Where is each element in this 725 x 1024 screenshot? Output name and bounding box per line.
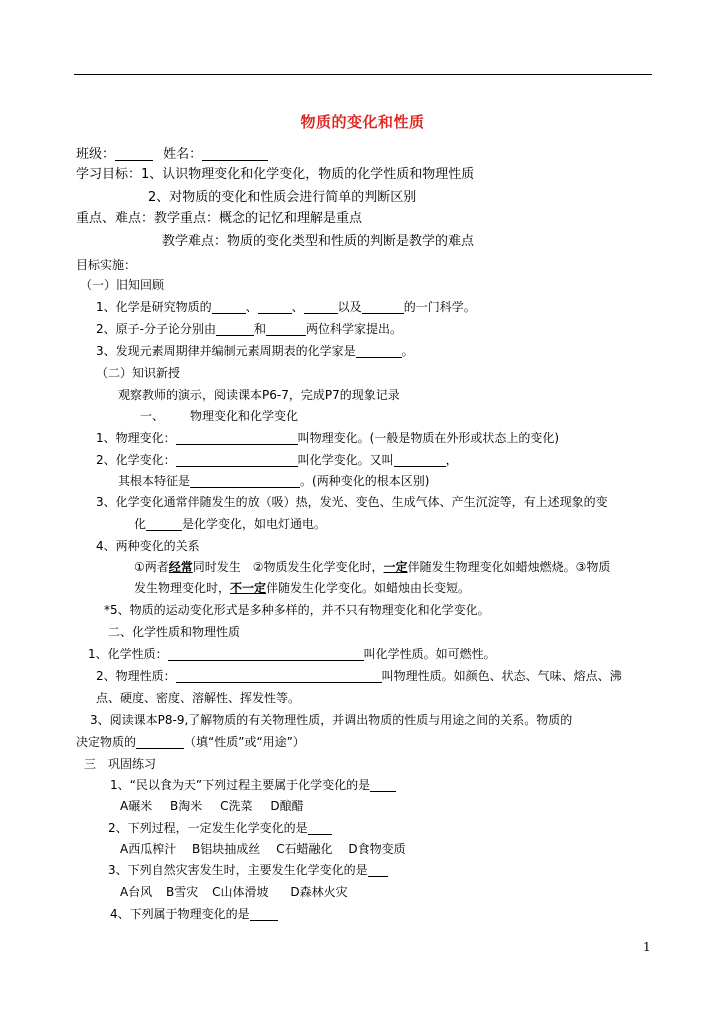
relation-1-text-a: ①两者 [134, 560, 169, 574]
option-d[interactable]: D森林火灾 [290, 885, 348, 899]
relation-2-text-a: 发生物理变化时， [134, 581, 231, 595]
chemical-property-text: 叫化学性质。如可燃性。 [363, 647, 496, 661]
chemical-change-comma: ， [445, 453, 458, 467]
chemical-property-blank[interactable] [168, 647, 364, 661]
phenomena-text-b: 是化学变化，如电灯通电。 [182, 517, 327, 531]
option-a[interactable]: A碾米 [120, 799, 153, 813]
physical-property-blank[interactable] [176, 669, 382, 683]
practice-q2-options [120, 841, 406, 857]
practice-heading: 三 巩固练习 [84, 757, 157, 771]
option-b[interactable]: B雪灾 [166, 885, 199, 899]
key-point: 教学重点：概念的记忆和理解是重点 [154, 211, 363, 226]
motion-forms-note: *5、物质的运动变化形式是多种多样的，并不只有物理变化和化学变化。 [104, 603, 490, 617]
option-a[interactable]: A西瓜榨汁 [120, 842, 177, 856]
physical-change-blank[interactable] [176, 431, 298, 445]
practice-q4-stem: 4、下列属于物理变化的是 [110, 907, 250, 921]
practice-q4-blank[interactable] [250, 907, 278, 921]
chemical-change-blank[interactable] [176, 453, 298, 467]
property-use-text-a: 决定物质的 [76, 735, 137, 749]
review-q1-blank-3[interactable] [304, 300, 338, 314]
option-a[interactable]: A台风 [120, 885, 153, 899]
option-d[interactable]: D食物变质 [348, 842, 406, 856]
option-c[interactable]: C山体滑坡 [212, 885, 269, 899]
chemical-property-label: 1、化学性质： [88, 647, 168, 661]
header-rule [74, 74, 652, 75]
practice-q2-stem: 2、下列过程，一定发生化学变化的是 [108, 821, 308, 835]
phenomena-line-1: 3、化学变化通常伴随发生的放（吸）热，发光、变色、生成气体、产生沉淀等，有上述现象的变 [96, 495, 608, 509]
physical-property-text: 叫物理性质。如颜色、状态、气味、熔点、沸 [381, 669, 622, 683]
review-q1-blank-1[interactable] [212, 300, 246, 314]
section-1-title: 物理变化和化学变化 [190, 409, 299, 423]
observe-instruction: 观察教师的演示，阅读课本P6-7，完成P7的现象记录 [118, 388, 400, 402]
phenomena-blank[interactable] [146, 517, 182, 531]
practice-q3-blank[interactable] [368, 863, 388, 877]
new-knowledge-heading: （二）知识新授 [96, 366, 181, 380]
property-use-line-1: 3、阅读课本P8-9,了解物质的有关物理性质，并调出物质的性质与用途之间的关系。物质的 [90, 713, 573, 727]
name-blank[interactable] [202, 147, 268, 161]
phenomena-text-a: 化 [134, 517, 147, 531]
class-label: 班级： [76, 147, 116, 162]
implement-label: 目标实施： [76, 258, 137, 272]
review-q1-blank-4[interactable] [362, 300, 404, 314]
name-label: 姓名： [163, 147, 203, 162]
practice-q1-stem: 1、“民以食为天”下列过程主要属于化学变化的是 [110, 778, 371, 792]
relation-1-text-c: 同时发生 ②物质发生化学变化时， [192, 560, 384, 574]
feature-label: 其根本特征是 [118, 474, 191, 488]
relation-2-text-c: 伴随发生化学变化。如蜡烛由长变短。 [266, 581, 471, 595]
chemical-change-def [96, 452, 458, 468]
option-c[interactable]: C石蜡融化 [276, 842, 333, 856]
physical-property-def [96, 668, 622, 684]
property-use-blank[interactable] [136, 735, 184, 749]
relation-often-emphasis: 经常 [168, 560, 193, 574]
page-number: 1 [643, 940, 651, 954]
review-q3-text-b: 。 [401, 344, 414, 358]
property-use-text-b: （填“性质”或“用途”） [184, 735, 305, 749]
practice-q1-blank[interactable] [370, 778, 396, 792]
section-1-number: 一、 [140, 409, 165, 423]
physical-change-label: 1、物理变化： [96, 431, 176, 445]
physical-property-label: 2、物理性质： [96, 669, 176, 683]
review-q2-blank-2[interactable] [266, 322, 306, 336]
section-2-heading: 二、化学性质和物理性质 [108, 625, 241, 639]
relation-line-1 [134, 559, 610, 575]
review-q1-sep-1: 、 [245, 300, 258, 314]
practice-q4 [110, 906, 278, 922]
phenomena-line-2 [134, 516, 326, 532]
review-q1-text-a: 1、化学是研究物质的 [96, 300, 212, 314]
fundamental-feature [118, 473, 429, 489]
goal-label: 学习目标： [76, 167, 142, 182]
relation-line-2 [134, 580, 470, 596]
section-1-heading [140, 408, 298, 424]
review-q3-blank[interactable] [356, 344, 402, 358]
review-q2-text-b: 和 [253, 322, 266, 336]
chemical-change-label: 2、化学变化： [96, 453, 176, 467]
option-b[interactable]: B淘米 [170, 799, 203, 813]
relation-1-text-e: 伴随发生物理变化如蜡烛燃烧。③物质 [407, 560, 611, 574]
review-q2-text-c: 两位科学家提出。 [305, 322, 402, 336]
option-b[interactable]: B铝块抽成丝 [192, 842, 261, 856]
review-q3 [96, 343, 414, 359]
practice-q3-stem: 3、下列自然灾害发生时，主要发生化学变化的是 [108, 863, 368, 877]
relation-heading: 4、两种变化的关系 [96, 539, 200, 553]
feature-note: 。(两种变化的根本区别) [300, 474, 430, 488]
review-q1-blank-2[interactable] [258, 300, 292, 314]
class-name-line [76, 147, 268, 163]
physical-change-def [96, 430, 559, 446]
relation-must-emphasis: 一定 [383, 560, 408, 574]
key-line [76, 211, 362, 227]
review-q2-blank-1[interactable] [216, 322, 254, 336]
physical-property-examples: 点、硬度、密度、溶解性、挥发性等。 [96, 691, 301, 705]
chemical-change-alias-blank[interactable] [394, 453, 446, 467]
option-d[interactable]: D酿醋 [270, 799, 304, 813]
class-blank[interactable] [115, 147, 153, 161]
chemical-property-def [88, 646, 496, 662]
review-q3-text-a: 3、发现元素周期律并编制元素周期表的化学家是 [96, 344, 356, 358]
option-c[interactable]: C洗菜 [220, 799, 253, 813]
practice-q2-blank[interactable] [308, 821, 332, 835]
review-q1 [96, 299, 476, 315]
practice-q3-options [120, 884, 348, 900]
review-q2 [96, 321, 402, 337]
review-q1-sep-2: 、 [291, 300, 304, 314]
chemical-change-text: 叫化学变化。又叫 [297, 453, 394, 467]
goal-2: 2、对物质的变化和性质会进行简单的判断区别 [148, 190, 417, 205]
feature-blank[interactable] [190, 474, 300, 488]
goal-1: 1、认识物理变化和化学变化，物质的化学性质和物理性质 [141, 167, 475, 182]
review-heading: （一）旧知回顾 [80, 278, 165, 292]
difficult-point: 教学难点：物质的变化类型和性质的判断是教学的难点 [162, 234, 475, 249]
key-label: 重点、难点： [76, 211, 155, 226]
practice-q1-options [120, 798, 304, 814]
page-title: 物质的变化和性质 [300, 113, 425, 131]
property-use-line-2 [76, 734, 305, 750]
review-q1-text-c: 的一门科学。 [403, 300, 476, 314]
physical-change-text: 叫物理变化。(一般是物质在外形或状态上的变化) [297, 431, 560, 445]
review-q2-text-a: 2、原子-分子论分别由 [96, 322, 216, 336]
practice-q2 [108, 820, 332, 836]
goal-line-1 [76, 167, 474, 183]
practice-q1 [110, 777, 396, 793]
relation-not-necessarily-emphasis: 不一定 [230, 581, 267, 595]
review-q1-text-b: 以及 [337, 300, 362, 314]
practice-q3 [108, 862, 388, 878]
